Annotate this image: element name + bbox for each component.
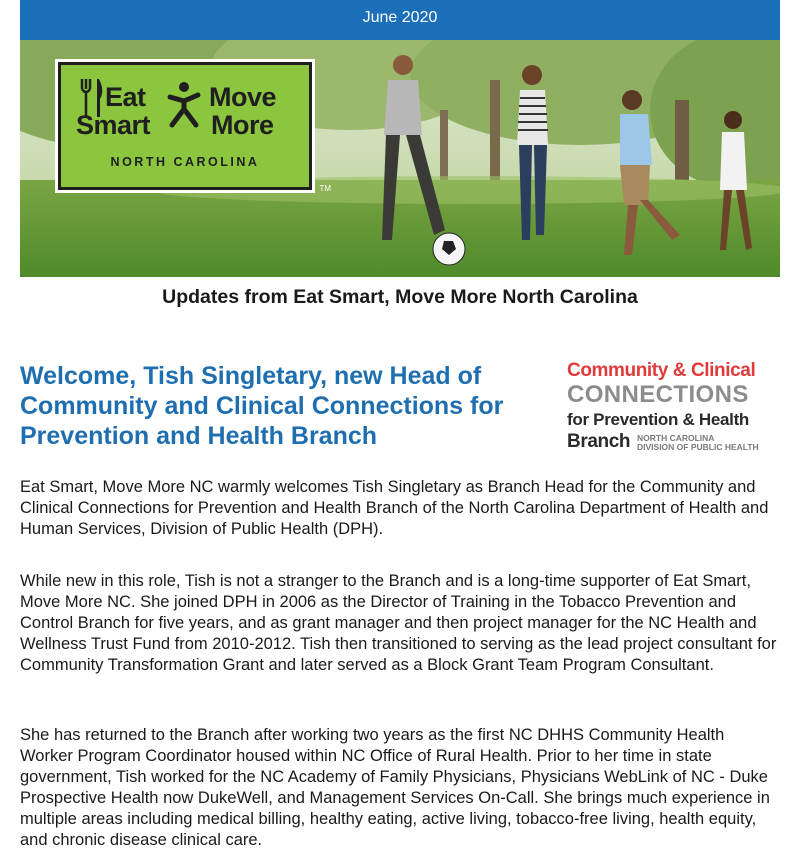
newsletter-subtitle: Updates from Eat Smart, Move More North Carolina [162,286,638,308]
branch-logo-line-4: Branch [567,431,631,452]
branch-logo-division-line-1: NORTH CAROLINA [637,433,715,443]
logo-word-move: Move [209,82,277,112]
running-person-icon [166,81,202,129]
logo-word-smart: Smart [76,110,151,140]
logo-word-eat: Eat [105,82,146,112]
eat-smart-move-more-logo [58,62,331,193]
article-paragraph: She has returned to the Branch after working two years as the first NC DHHS Community Health Worker Program Coordinator housed within NC Office of Rural Health. Prior to her time in state government, Tish worked for the NC Academy of Family Physicians, Physicians WebLink of NC - Duke Prospective Health now DukeWell, and Management Services On-Call. She brings much experience in multiple areas including medical billing, healthy eating, active living, tobacco-free living, health equity, and chronic disease clinical care. [20,726,770,849]
article-paragraph: Eat Smart, Move More NC warmly welcomes Tish Singletary as Branch Head for the Community and Clinical Connections for Prevention and Health Branch of the North Carolina Department of Health and Human Services, Division of Public Health (DPH). [20,478,769,538]
branch-logo-line-2: CONNECTIONS [567,381,749,408]
branch-logo-division [637,434,759,452]
branch-logo-line-3: for Prevention & Health [567,410,750,429]
article-paragraph: While new in this role, Tish is not a stranger to the Branch and is a long-time supporter of Eat Smart, Move More NC. She joined DPH in 2006 as the Director of Training in the Tobacco Prevention and Control Branch for five years, and as grant manager and then project manager for the NC Health and Wellness Trust Fund from 2010-2012. Tish then transitioned to serving as the lead project consultant for Community Transformation Grant and later served as a Block Grant Team Program Consultant. [20,572,777,674]
newsletter-date: June 2020 [362,9,438,26]
branch-logo-division-line-2: DIVISION OF PUBLIC HEALTH [637,442,759,452]
community-clinical-connections-logo [567,360,777,455]
branch-logo-line-1: Community & Clinical [567,360,756,381]
logo-state-name: NORTH CAROLINA [110,155,260,169]
logo-word-more: More [211,110,274,140]
article-headline: Welcome, Tish Singletary, new Head of Community and Clinical Connections for Prevention and Health Branch [20,362,504,450]
logo-trademark: TM [319,184,331,193]
newsletter-date-bar [20,0,780,40]
